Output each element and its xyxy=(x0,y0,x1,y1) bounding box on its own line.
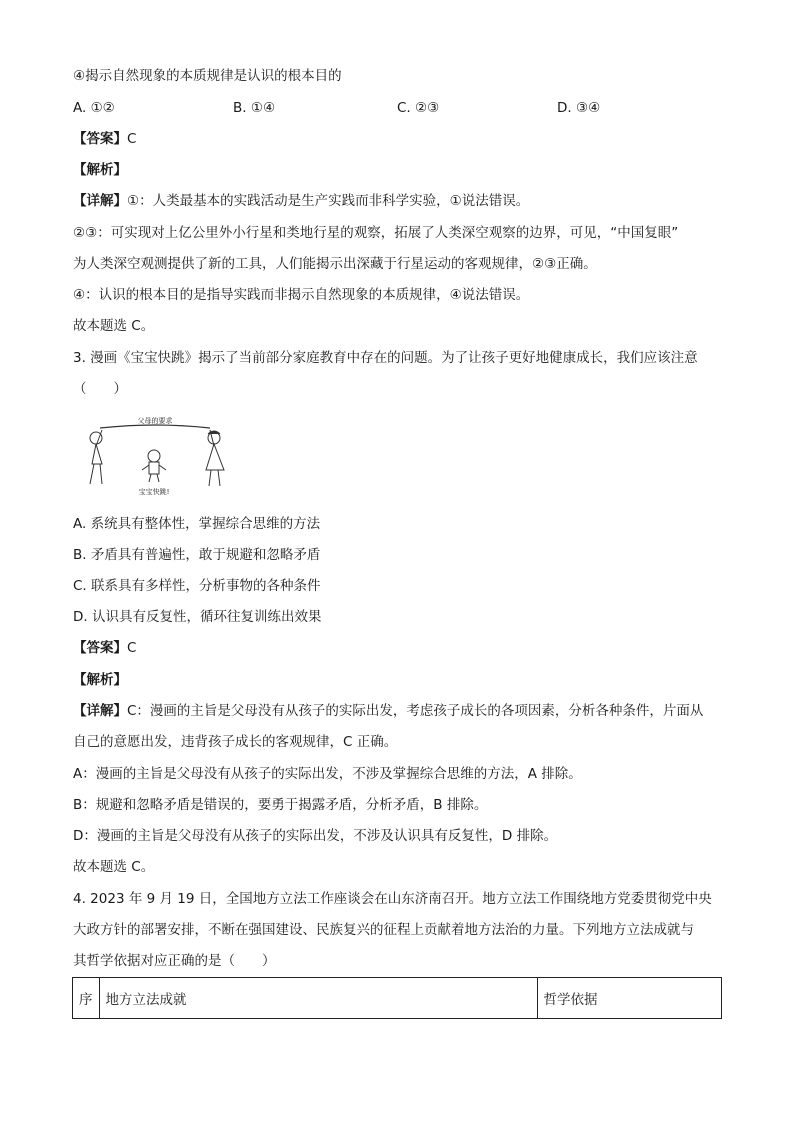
q2-line-2: ②③：可实现对上亿公里外小行星和类地行星的观察，拓展了人类深空观察的边界，可见，“中国复眼” xyxy=(73,225,679,241)
q2-analysis-tag: 【解析】 xyxy=(73,162,127,178)
q2-answer-line xyxy=(73,129,136,149)
table-header-row xyxy=(73,978,722,1019)
detail-text: ①：人类最基本的实践活动是生产实践而非科学实验，①说法错误。 xyxy=(127,193,530,209)
q2-conclusion: 故本题选 C。 xyxy=(73,318,155,334)
cartoon-top-caption: 父母的要求 xyxy=(137,417,173,425)
cartoon-drawing xyxy=(74,412,236,498)
q2-option-d: D. ③④ xyxy=(557,100,601,116)
answer-value: C xyxy=(127,131,137,147)
q3-option-b: B. 矛盾具有普遍性，敢于规避和忽略矛盾 xyxy=(73,547,321,563)
answer-tag: 【答案】 xyxy=(73,640,127,656)
q2-option-c: C. ②③ xyxy=(397,100,440,116)
table-header-achievement: 地方立法成就 xyxy=(99,978,537,1019)
q3-option-d: D. 认识具有反复性，循环往复训练出效果 xyxy=(73,609,322,625)
q3-option-a: A. 系统具有整体性，掌握综合思维的方法 xyxy=(73,516,321,532)
q2-item-4: ④揭示自然现象的本质规律是认识的根本目的 xyxy=(73,68,342,84)
cartoon-bottom-caption: 宝宝快跳! xyxy=(138,488,170,496)
q2-detail-line xyxy=(73,191,529,211)
table-header-index: 序 xyxy=(73,978,100,1019)
q3-line-3: A：漫画的主旨是父母没有从孩子的实际出发，不涉及掌握综合思维的方法，A 排除。 xyxy=(73,766,582,782)
q3-stem-line-1: 3. 漫画《宝宝快跳》揭示了当前部分家庭教育中存在的问题。为了让孩子更好地健康成长，我们应该注意 xyxy=(73,350,698,366)
q3-conclusion: 故本题选 C。 xyxy=(73,859,155,875)
table-header-basis: 哲学依据 xyxy=(537,978,722,1019)
q3-line-2: 自己的意愿出发，违背孩子成长的客观规律，C 正确。 xyxy=(73,734,398,750)
q3-answer-line xyxy=(73,638,136,658)
q4-stem-line-1: 4. 2023 年 9 月 19 日，全国地方立法工作座谈会在山东济南召开。地方立法工作围绕地方党委贯彻党中央 xyxy=(73,891,712,907)
q3-detail-line xyxy=(73,701,703,721)
answer-value: C xyxy=(127,640,137,656)
q3-stem-line-2: （ ） xyxy=(73,381,127,397)
detail-tag: 【详解】 xyxy=(73,703,127,719)
detail-text: C：漫画的主旨是父母没有从孩子的实际出发，考虑孩子成长的各项因素，分析各种条件，片面从 xyxy=(127,703,704,719)
q2-option-a: A. ①② xyxy=(73,100,115,116)
detail-tag: 【详解】 xyxy=(73,193,127,209)
q2-line-4: ④：认识的根本目的是指导实践而非揭示自然现象的本质规律，④说法错误。 xyxy=(73,287,530,303)
q3-line-5: D：漫画的主旨是父母没有从孩子的实际出发，不涉及认识具有反复性，D 排除。 xyxy=(73,828,558,844)
answer-tag: 【答案】 xyxy=(73,131,127,147)
q2-line-3: 为人类深空观测提供了新的工具，人们能揭示出深藏于行星运动的客观规律，②③正确。 xyxy=(73,256,597,272)
q4-stem-line-2: 大政方针的部署安排，不断在强国建设、民族复兴的征程上贡献着地方法治的力量。下列地方立法成就与 xyxy=(73,922,694,938)
q3-option-c: C. 联系具有多样性，分析事物的各种条件 xyxy=(73,578,321,594)
q3-analysis-tag: 【解析】 xyxy=(73,672,127,688)
q3-line-4: B：规避和忽略矛盾是错误的，要勇于揭露矛盾，分析矛盾，B 排除。 xyxy=(73,797,488,813)
q4-stem-line-3: 其哲学依据对应正确的是（ ） xyxy=(73,953,276,969)
q2-option-b: B. ①④ xyxy=(233,100,276,116)
cartoon-image xyxy=(74,412,236,498)
q4-table xyxy=(72,977,722,1019)
